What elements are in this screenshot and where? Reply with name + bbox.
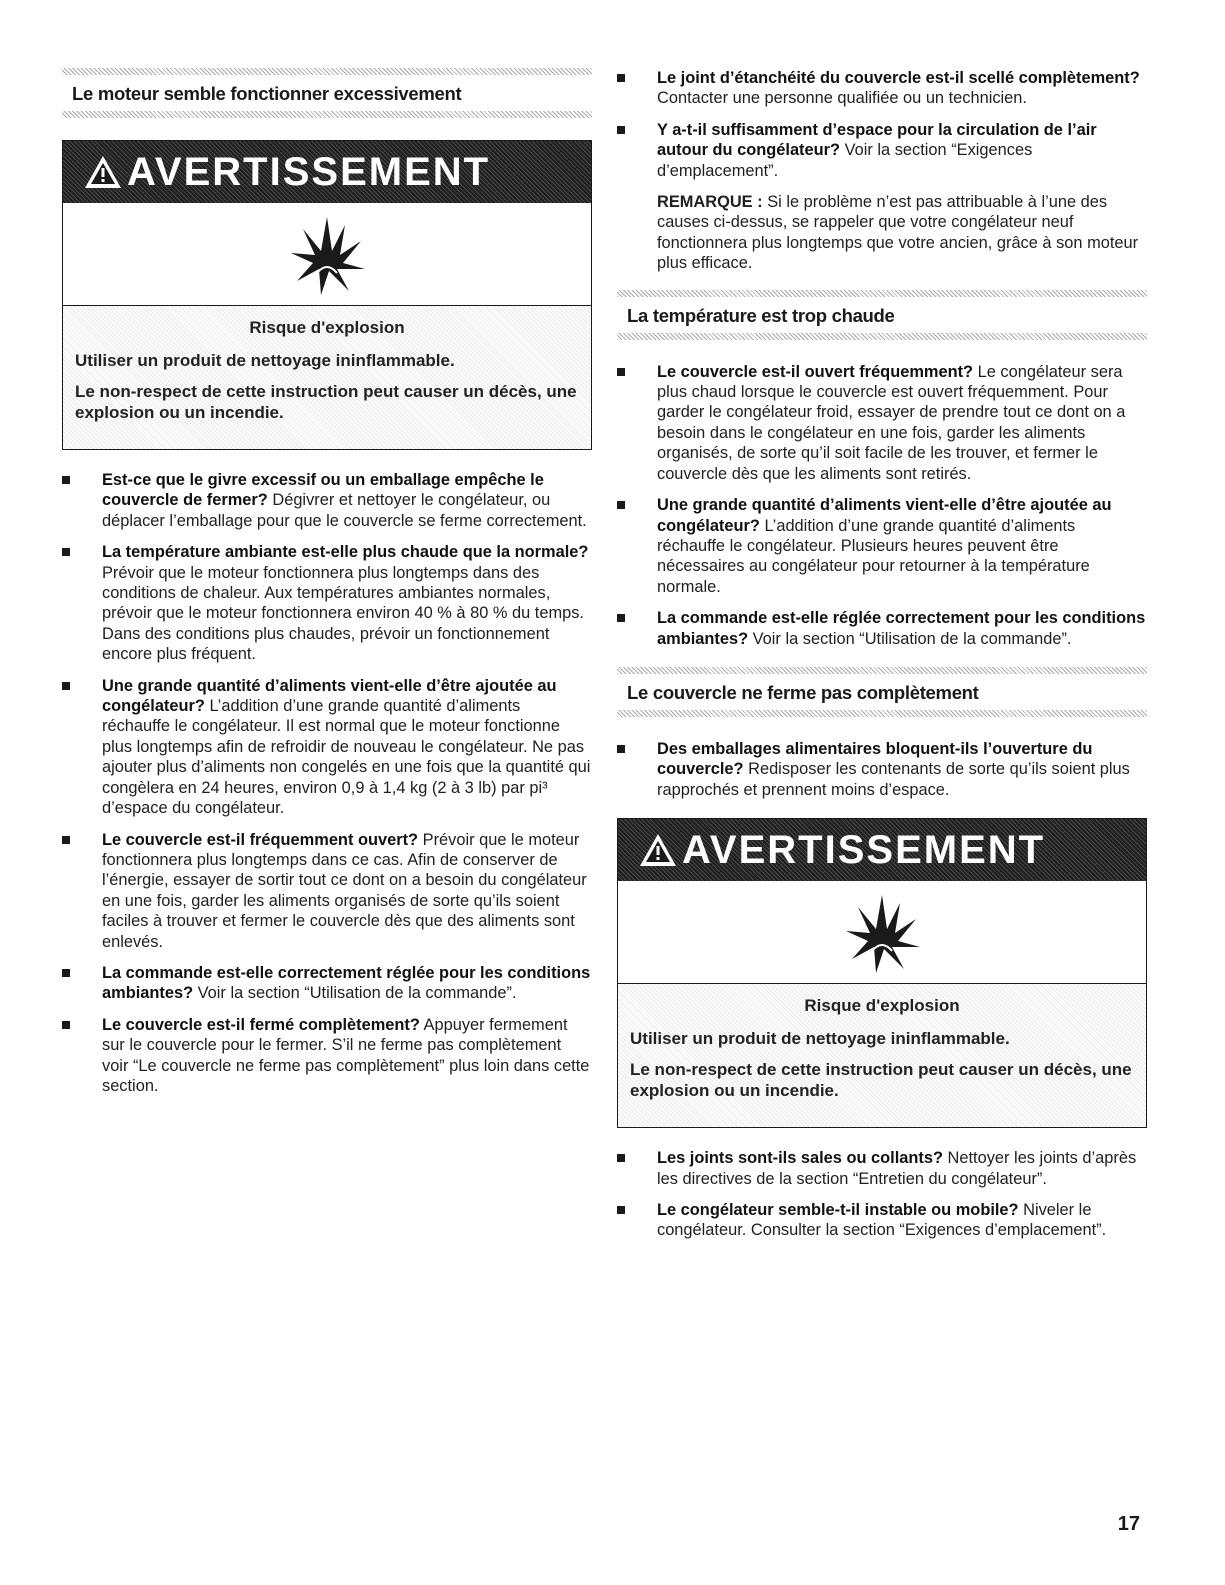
list-item [617, 1200, 1147, 1241]
bullet-square-icon [617, 1206, 625, 1214]
item-answer: Prévoir que le moteur fonctionnera plus longtemps dans des conditions de chaleur. Aux températures ambiantes normales, prévoir que le moteur fonctionnera environ 40 % à 80 % du temps. Dans des conditions plus chaudes, prévoir un fonctionnement encore plus fréquent. [102, 563, 584, 664]
bullet-square-icon [617, 745, 625, 753]
item-answer: Redisposer les contenants de sorte qu’ils soient plus rapprochés et prennent moins d’espace. [657, 760, 1130, 799]
warning-box [617, 818, 1147, 1128]
section-header [617, 290, 1147, 340]
list-item [617, 608, 1147, 649]
item-answer: Niveler le congélateur. Consulter la section “Exigences d’emplacement”. [657, 1200, 1107, 1240]
section-header [62, 68, 592, 118]
item-answer: Appuyer fermement sur le couvercle pour le fermer. S’il ne ferme pas complètement voir “Le couvercle ne ferme pas complètement” plus loin dans cette section. [102, 1015, 590, 1095]
bullet-square-icon [617, 368, 625, 376]
left-column [62, 68, 592, 1107]
warning-banner [63, 141, 591, 203]
item-answer: Le congélateur sera plus chaud lorsque le couvercle est ouvert fréquemment. Pour garder le congélateur froid, essayer de prendre tout ce dont on a besoin dans le congélateur en une fois, garder les aliments organisés, de sorte qu’il soit facile de les trouver, et fermer le couvercle dès que les aliments sont retirés. [657, 362, 1126, 483]
warning-triangle-icon [83, 154, 123, 190]
item-question: Le couvercle est-il fréquemment ouvert? [102, 830, 419, 849]
bullet-list [617, 362, 1147, 649]
header-rule-top [62, 68, 592, 75]
warning-triangle-icon [638, 832, 678, 868]
warning-box [62, 140, 592, 450]
item-answer: Dégivrer et nettoyer le congélateur, ou déplacer l’emballage pour que le couvercle se ferme correctement. [102, 491, 587, 530]
bullet-square-icon [62, 836, 70, 844]
item-answer: Nettoyer les joints d’après les directives de la section “Entretien du congélateur”. [657, 1149, 1137, 1188]
warning-banner [618, 819, 1146, 881]
item-question: Une grande quantité d’aliments vient-elle d’être ajoutée au congélateur? [657, 496, 1112, 535]
list-item [62, 830, 592, 952]
warning-line-1: Utiliser un produit de nettoyage ininflammable. [630, 1029, 1010, 1049]
list-item [62, 1015, 592, 1097]
header-rule-top [617, 667, 1147, 674]
bullet-square-icon [62, 548, 70, 556]
item-question: La commande est-elle réglée correctement pour les conditions ambiantes? [657, 609, 1146, 648]
list-item [617, 495, 1147, 597]
warning-text [618, 984, 1146, 1127]
bullet-square-icon [62, 682, 70, 690]
note-text: Si le problème n’est pas attribuable à l’une des causes ci-dessus, se rappeler que votre congélateur neuf fonctionnera plus longtemps que votre ancien, grâce à son moteur plus efficace. [657, 193, 1139, 273]
list-item [62, 542, 592, 664]
explosion-icon [842, 889, 922, 975]
section-title: Le moteur semble fonctionner excessivement [72, 83, 462, 104]
bullet-square-icon [62, 1021, 70, 1029]
bullet-list [617, 739, 1147, 800]
item-answer: Contacter une personne qualifiée ou un technicien. [657, 89, 1027, 108]
header-rule-bottom [62, 111, 592, 118]
section-title: Le couvercle ne ferme pas complètement [627, 681, 979, 703]
list-item [617, 120, 1147, 181]
bullet-list [62, 470, 592, 1096]
list-item [62, 963, 592, 1004]
item-answer: Prévoir que le moteur fonctionnera plus longtemps dans ce cas. Afin de conserver de l’énergie, essayer de sortir tout ce dont on a besoin du congélateur en une fois, garder les aliments organisés de sorte qu’ils soient faciles à trouver et fermer le couvercle dès que des aliments sont enlevés. [102, 830, 587, 951]
bullet-list [617, 1148, 1147, 1241]
header-rule-bottom [617, 333, 1147, 340]
item-question: Le couvercle est-il fermé complètement? [102, 1015, 420, 1034]
item-question: Le congélateur semble-t-il instable ou mobile? [657, 1200, 1019, 1219]
item-question: Est-ce que le givre excessif ou un emballage empêche le couvercle de fermer? [102, 471, 544, 510]
header-rule-bottom [617, 710, 1147, 717]
warning-line-2: Le non-respect de cette instruction peut causer un décès, une explosion ou un incendie. [630, 1060, 1132, 1101]
bullet-square-icon [617, 501, 625, 509]
warning-risk: Risque d'explosion [804, 996, 960, 1016]
item-answer: Voir la section “Exigences d’emplacement”. [657, 141, 1033, 180]
item-question: La commande est-elle correctement réglée pour les conditions ambiantes? [102, 963, 591, 1003]
bullet-square-icon [62, 476, 70, 484]
item-answer: L’addition d’une grande quantité d’aliments réchauffe le congélateur. Plusieurs heures peuvent être nécessaires au congélateur pour retourner à la température normale. [657, 516, 1090, 596]
warning-banner-text: AVERTISSEMENT [127, 149, 491, 194]
item-answer: L’addition d’une grande quantité d’aliments réchauffe le congélateur. Il est normal que le moteur fonctionne plus longtemps afin de refroidir de nouveau le congélateur. Ne pas ajouter plus d’aliments non congelés en une fois que la quantité qui congèlera en 24 heures, environ 0,9 à 1,4 kg (2 à 3 lb) par pi³ d’espace du congélateur. [102, 697, 591, 818]
item-question: Le joint d’étanchéité du couvercle est-il scellé complètement? [657, 69, 1140, 87]
note [617, 192, 1147, 274]
item-question: Le couvercle est-il ouvert fréquemment? [657, 362, 974, 381]
item-question: Des emballages alimentaires bloquent-ils l’ouverture du couvercle? [657, 739, 1093, 779]
warning-text [63, 306, 591, 449]
list-item [617, 1148, 1147, 1189]
bullet-square-icon [617, 126, 625, 134]
right-column [617, 68, 1147, 1252]
explosion-icon-row [63, 203, 591, 306]
explosion-icon [287, 211, 367, 297]
bullet-square-icon [617, 1154, 625, 1162]
list-item [62, 676, 592, 819]
header-rule-top [617, 290, 1147, 297]
warning-line-2: Le non-respect de cette instruction peut causer un décès, une explosion ou un incendie. [75, 382, 577, 422]
item-answer: Voir la section “Utilisation de la commande”. [193, 984, 517, 1003]
page-number: 17 [1117, 1513, 1140, 1535]
bullet-list [617, 68, 1147, 181]
section-header [617, 667, 1147, 717]
list-item [62, 470, 592, 531]
section-title: La température est trop chaude [627, 304, 895, 326]
explosion-icon-row [618, 881, 1146, 984]
warning-risk: Risque d'explosion [249, 318, 405, 337]
item-question: La température ambiante est-elle plus chaude que la normale? [102, 543, 589, 562]
item-question: Les joints sont-ils sales ou collants? [657, 1149, 943, 1168]
bullet-square-icon [62, 969, 70, 977]
item-question: Y a-t-il suffisamment d’espace pour la circulation de l’air autour du congélateur? [657, 120, 1097, 160]
list-item [617, 362, 1147, 484]
bullet-square-icon [617, 74, 625, 82]
note-label: REMARQUE : [657, 193, 763, 212]
warning-banner-text: AVERTISSEMENT [682, 827, 1046, 872]
warning-line-1: Utiliser un produit de nettoyage ininflammable. [75, 351, 455, 370]
list-item [617, 68, 1147, 109]
list-item [617, 739, 1147, 800]
item-answer: Voir la section “Utilisation de la commande”. [748, 629, 1072, 648]
item-question: Une grande quantité d’aliments vient-elle d’être ajoutée au congélateur? [102, 676, 557, 716]
bullet-square-icon [617, 614, 625, 622]
